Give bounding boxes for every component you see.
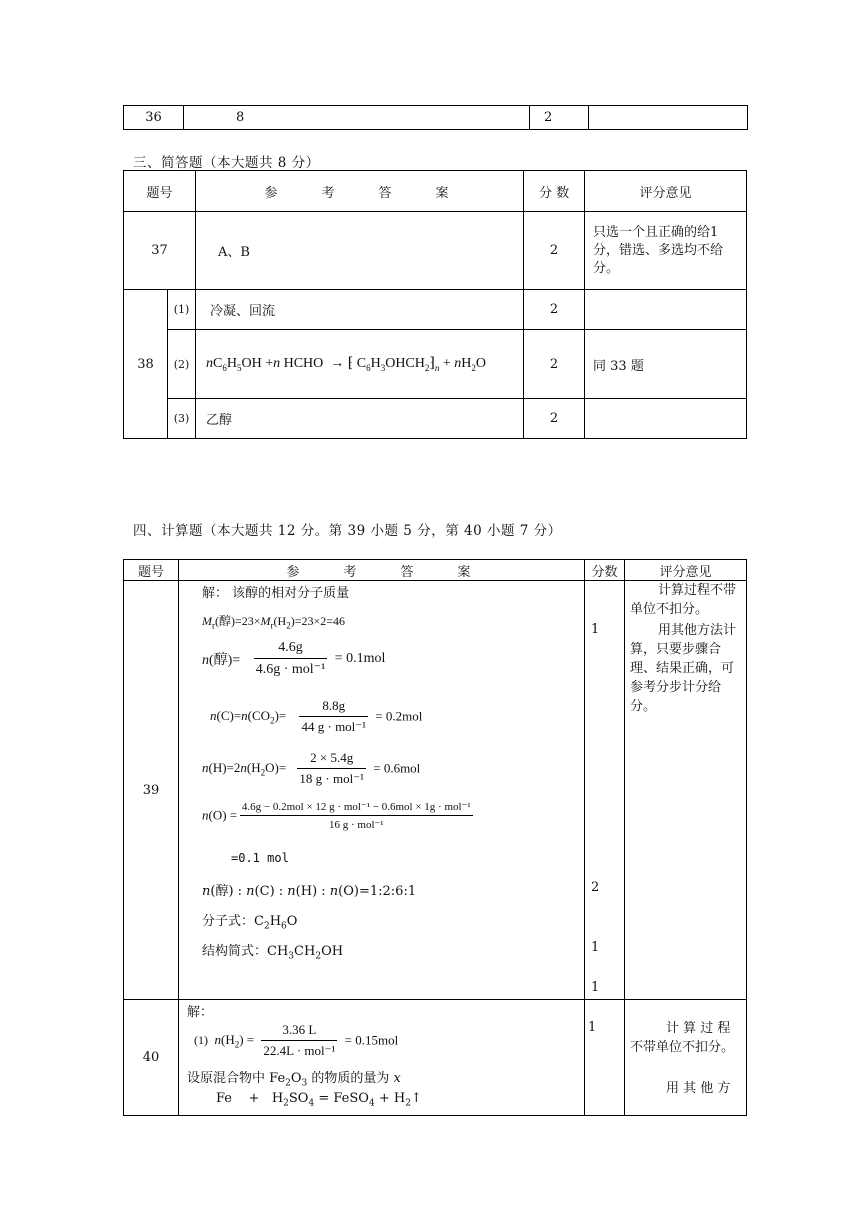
q39-score-2: 2	[591, 880, 600, 895]
q39-line4-rhs: = 0.2mol	[375, 708, 423, 724]
row36-score: 2	[530, 106, 589, 130]
polymer-equation: $nC_6H_5OH +n$ HCHO → ⁅ $C_6H_3OHCH_2⁆_n + nH_2O$	[206, 356, 486, 373]
q38-part1-label: (1)	[168, 290, 196, 330]
sec4-header-num: 题号	[124, 560, 179, 581]
sec4-header-answer: 参 考 答 案	[179, 560, 585, 581]
q39-line3-num: 4.6g	[254, 640, 328, 659]
q38-part3-score: 2	[524, 399, 585, 439]
sec4-header-comment: 评分意见	[625, 560, 747, 581]
q38-part2-answer	[196, 330, 524, 399]
q37-answer: A、B	[196, 212, 524, 290]
q40-line3: 设原混合物中 $Fe_2O_3$ 的物质的量为 x	[187, 1071, 401, 1089]
q39-score-1: 1	[591, 622, 600, 637]
q39-line9: 分子式：$C_2H_6O$	[202, 914, 298, 932]
q40-line2-num: 3.36 L	[261, 1022, 337, 1041]
q39-line6: n(O) = $\frac{\text{4.6g − 0.2mol × 12 g · mol⁻¹ − 0.6mol × 1g · mol⁻¹}}{\text{16 g · mol⁻¹}}$	[202, 801, 471, 831]
q39-line5-rhs: = 0.6mol	[373, 760, 421, 776]
q40-comment-2: 用 其 他 方	[666, 1081, 731, 1096]
q39-line4-den: 44 g · mol⁻¹	[301, 719, 367, 734]
sec4-header-score: 分数	[585, 560, 625, 581]
row-36-table	[123, 105, 748, 130]
q39-line4-num: 8.8g	[299, 698, 368, 717]
q38-part1-score: 2	[524, 290, 585, 330]
q40-line2-label: (1)	[194, 1033, 208, 1047]
section-3-title: 三、简答题（本大题共 8 分）	[133, 155, 320, 171]
q39-line1: 解： 该醇的相对分子质量	[202, 586, 350, 601]
q38-part3-comment	[585, 399, 747, 439]
q39-line5-num: 2 × 5.4g	[297, 750, 366, 769]
section-3-table	[123, 170, 747, 439]
q40-line1: 解：	[187, 1005, 214, 1020]
q38-part1-answer: 冷凝、回流	[196, 290, 524, 330]
q39-line7: =0.1 mol	[231, 851, 289, 865]
row36-num: 36	[124, 106, 184, 130]
row36-answer: 8	[184, 106, 530, 130]
q39-comment-2: 用其他方法计算，只要步骤合理、结果正确，可参考分步计分给分。	[630, 623, 737, 714]
q40-comment-1: 计 算 过 程不带单位不扣分。	[630, 1021, 735, 1055]
q40-comment-cell	[625, 1000, 747, 1116]
q39-score-3: 1	[591, 940, 600, 955]
sec3-header-num: 题号	[124, 171, 196, 212]
q38-part2-comment: 同 33 题	[585, 330, 747, 399]
q38-part2-score: 2	[524, 330, 585, 399]
q37-comment: 只选一个且正确的给1分，错选、多选均不给分。	[585, 212, 747, 290]
q37-score: 2	[524, 212, 585, 290]
q37-num: 37	[124, 212, 196, 290]
q40-num: 40	[124, 1000, 179, 1116]
q39-line6-den: 16 g · mol⁻¹	[328, 819, 384, 831]
q39-line3-den: 4.6g · mol⁻¹	[255, 662, 326, 677]
q39-line5: $n(H)=2n(H_2O)=$ $\frac{2 \times 5.4g}{\text{18 g · mol⁻¹}}$ = 0.6mol	[202, 750, 421, 786]
q39-comment-1: 计算过程不带单位不扣分。	[630, 583, 737, 617]
q39-line3-rhs: = 0.1mol	[334, 651, 386, 666]
q39-line4: $n(C)=n(CO_2)=$ $\frac{8.8g}{\text{44 g · mol⁻¹}}$ = 0.2mol	[210, 698, 423, 734]
q39-score-cell	[585, 581, 625, 1000]
q39-line10: 结构简式：$CH_3CH_2OH$	[202, 944, 344, 962]
q40-line2-rhs: = 0.15mol	[344, 1032, 399, 1048]
q39-line5-den: 18 g · mol⁻¹	[299, 771, 364, 786]
q39-line2: $M_r$(醇)$=23\times M_r(H_2)=23\times 2=46$	[202, 614, 346, 631]
sec3-header-score: 分 数	[524, 171, 585, 212]
q40-line2-den: 22.4L · mol⁻¹	[263, 1043, 336, 1058]
q39-line8: n(醇) : n(C) : n(H) : n(O)=1:2:6:1	[202, 884, 417, 899]
q39-score-4: 1	[591, 980, 600, 995]
q40-line4: Fe + $H_2SO_4$ = FeSO$_4$ + $H_2↑$	[216, 1091, 422, 1109]
q38-part3-answer: 乙醇	[196, 399, 524, 439]
sec3-header-answer: 参 考 答 案	[196, 171, 524, 212]
q38-part1-comment	[585, 290, 747, 330]
row36-comment	[589, 106, 748, 130]
q40-line2: (1) $n(H_2)$ = $\frac{3.36 L}{\text{22.4L · mol⁻¹}}$ = 0.15mol	[194, 1022, 399, 1058]
q38-part3-label: (3)	[168, 399, 196, 439]
q39-num: 39	[124, 581, 179, 1000]
sec3-header-comment: 评分意见	[585, 171, 747, 212]
q38-part2-label: (2)	[168, 330, 196, 399]
q39-line3: n(醇)= $\frac{4.6g}{\text{4.6g · mol⁻¹}}$ = 0.1mol	[202, 640, 386, 677]
section-4-title: 四、计算题（本大题共 12 分。第 39 小题 5 分，第 40 小题 7 分）	[133, 523, 562, 539]
q40-score-cell	[585, 1000, 625, 1116]
q39-line6-num: 4.6g − 0.2mol × 12 g · mol⁻¹ − 0.6mol × 1g · mol⁻¹	[240, 800, 473, 816]
q40-score: 1	[588, 1020, 597, 1035]
q38-num: 38	[124, 290, 168, 439]
